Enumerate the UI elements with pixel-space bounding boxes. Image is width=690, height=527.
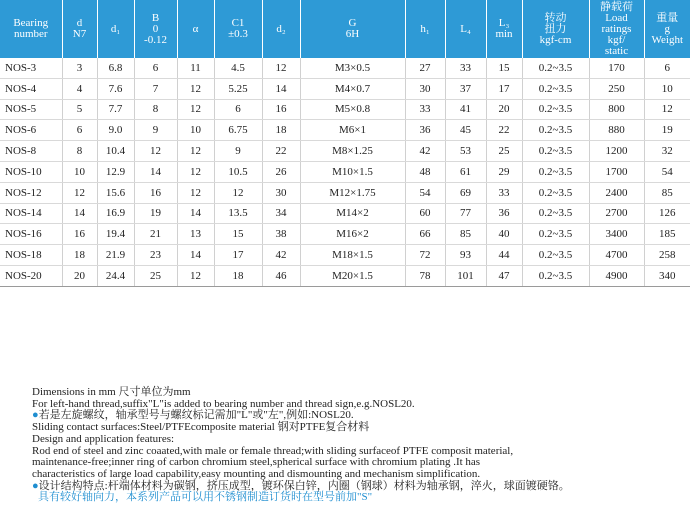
table-cell: 54 bbox=[405, 182, 445, 203]
table-cell: 12 bbox=[177, 265, 214, 286]
table-cell: M10×1.5 bbox=[300, 161, 405, 182]
table-cell: 10 bbox=[644, 78, 690, 99]
table-cell: 4 bbox=[62, 78, 97, 99]
notes-section bbox=[32, 387, 682, 504]
table-cell: 12 bbox=[214, 182, 262, 203]
column-header-line: min bbox=[495, 28, 513, 40]
table-cell: 19 bbox=[644, 120, 690, 141]
table-row bbox=[0, 203, 690, 224]
table-cell: 12 bbox=[644, 99, 690, 120]
design-text-3: characteristics of large load capability,easy mounting and dismounting and mechanism simplification. bbox=[32, 467, 481, 480]
column-header bbox=[522, 0, 589, 58]
table-cell: 16 bbox=[134, 182, 177, 203]
table-cell: 12 bbox=[134, 141, 177, 162]
table-cell: 42 bbox=[262, 245, 300, 266]
column-header bbox=[445, 0, 486, 58]
table-cell: M16×2 bbox=[300, 224, 405, 245]
table-cell: 0.2~3.5 bbox=[522, 245, 589, 266]
table-cell: 7.6 bbox=[97, 78, 134, 99]
table-cell: 32 bbox=[644, 141, 690, 162]
table-cell: 6 bbox=[134, 58, 177, 78]
table-cell: 2700 bbox=[589, 203, 644, 224]
column-header-line: kgf/ bbox=[607, 33, 626, 46]
bearing-number-cell: NOS-4 bbox=[0, 78, 62, 99]
table-row bbox=[0, 161, 690, 182]
table-cell: M8×1.25 bbox=[300, 141, 405, 162]
column-header-line: -0.12 bbox=[144, 33, 167, 46]
table-cell: 6 bbox=[62, 120, 97, 141]
table-cell: 0.2~3.5 bbox=[522, 120, 589, 141]
table-cell: 0.2~3.5 bbox=[522, 224, 589, 245]
bearing-number-cell: NOS-12 bbox=[0, 182, 62, 203]
table-cell: 36 bbox=[486, 203, 522, 224]
table-cell: 12 bbox=[177, 182, 214, 203]
table-cell: 3400 bbox=[589, 224, 644, 245]
column-header-line: 静载荷 bbox=[600, 0, 633, 13]
table-cell: 66 bbox=[405, 224, 445, 245]
table-cell: 78 bbox=[405, 265, 445, 286]
table-cell: 10.4 bbox=[97, 141, 134, 162]
table-cell: 47 bbox=[486, 265, 522, 286]
table-cell: M6×1 bbox=[300, 120, 405, 141]
table-cell: 6 bbox=[214, 99, 262, 120]
table-cell: 8 bbox=[134, 99, 177, 120]
column-header-line: L₄ bbox=[460, 22, 471, 35]
table-cell: 0.2~3.5 bbox=[522, 265, 589, 286]
table-cell: 22 bbox=[486, 120, 522, 141]
table-cell: 26 bbox=[262, 161, 300, 182]
column-header-line: 扭力 bbox=[544, 22, 567, 35]
table-cell: M4×0.7 bbox=[300, 78, 405, 99]
table-cell: 880 bbox=[589, 120, 644, 141]
table-cell: 20 bbox=[486, 99, 522, 120]
table-cell: 29 bbox=[486, 161, 522, 182]
table-cell: 45 bbox=[445, 120, 486, 141]
column-header-line: g bbox=[664, 22, 670, 35]
column-header-line: d₁ bbox=[110, 22, 121, 35]
bullet-icon: ● bbox=[32, 479, 39, 492]
table-cell: 17 bbox=[214, 245, 262, 266]
table-cell: M12×1.75 bbox=[300, 182, 405, 203]
table-cell: 14 bbox=[262, 78, 300, 99]
column-header bbox=[486, 0, 522, 58]
bearing-number-cell: NOS-5 bbox=[0, 99, 62, 120]
bearing-number-cell: NOS-3 bbox=[0, 58, 62, 78]
table-cell: 41 bbox=[445, 99, 486, 120]
table-cell: 12 bbox=[177, 99, 214, 120]
table-cell: 53 bbox=[445, 141, 486, 162]
column-header bbox=[214, 0, 262, 58]
column-header-line: N7 bbox=[72, 28, 87, 40]
table-row bbox=[0, 120, 690, 141]
bearing-number-cell: NOS-20 bbox=[0, 265, 62, 286]
table-cell: 10.5 bbox=[214, 161, 262, 182]
table-cell: 21.9 bbox=[97, 245, 134, 266]
table-cell: 9.0 bbox=[97, 120, 134, 141]
table-cell: 18 bbox=[62, 245, 97, 266]
bearing-number-cell: NOS-18 bbox=[0, 245, 62, 266]
table-cell: 9 bbox=[214, 141, 262, 162]
table-cell: 16.9 bbox=[97, 203, 134, 224]
table-cell: 17 bbox=[486, 78, 522, 99]
table-cell: 42 bbox=[405, 141, 445, 162]
column-header bbox=[134, 0, 177, 58]
table-cell: 15.6 bbox=[97, 182, 134, 203]
table-cell: 12 bbox=[177, 141, 214, 162]
column-header-line: B bbox=[151, 11, 160, 24]
table-cell: 10 bbox=[62, 161, 97, 182]
table-cell: 6.8 bbox=[97, 58, 134, 78]
design-title: Design and application features: bbox=[32, 432, 175, 445]
table-cell: 15 bbox=[214, 224, 262, 245]
table-cell: 0.2~3.5 bbox=[522, 99, 589, 120]
left-hand-cn-text: 若是左旋螺纹，轴承型号与螺纹标记需加"L"或"左",例如:NOSL20. bbox=[38, 409, 354, 422]
table-cell: 20 bbox=[62, 265, 97, 286]
design-text-2: maintenance-free;inner ring of carbon chromium steel,spherical surface with chromium plating .It has bbox=[32, 456, 481, 469]
bearing-number-cell: NOS-8 bbox=[0, 141, 62, 162]
column-header bbox=[177, 0, 214, 58]
table-cell: 22 bbox=[262, 141, 300, 162]
column-header-line: L₃ bbox=[498, 17, 510, 29]
column-header-line: 6H bbox=[345, 28, 360, 40]
table-cell: 4900 bbox=[589, 265, 644, 286]
bearing-number-cell: NOS-6 bbox=[0, 120, 62, 141]
table-cell: 6 bbox=[644, 58, 690, 78]
table-cell: 16 bbox=[262, 99, 300, 120]
table-cell: 1200 bbox=[589, 141, 644, 162]
table-cell: 37 bbox=[445, 78, 486, 99]
bullet-icon: ● bbox=[32, 409, 39, 422]
table-cell: 33 bbox=[445, 58, 486, 78]
table-cell: 4700 bbox=[589, 245, 644, 266]
table-cell: M5×0.8 bbox=[300, 99, 405, 120]
column-header bbox=[97, 0, 134, 58]
table-cell: 23 bbox=[134, 245, 177, 266]
table-body bbox=[0, 58, 690, 286]
table-cell: 6.75 bbox=[214, 120, 262, 141]
table-row bbox=[0, 58, 690, 78]
table-cell: 14 bbox=[177, 203, 214, 224]
table-cell: 101 bbox=[445, 265, 486, 286]
table-row bbox=[0, 245, 690, 266]
table-cell: 48 bbox=[405, 161, 445, 182]
bearing-number-cell: NOS-14 bbox=[0, 203, 62, 224]
table-cell: 340 bbox=[644, 265, 690, 286]
table-cell: 0.2~3.5 bbox=[522, 58, 589, 78]
table-cell: 10 bbox=[177, 120, 214, 141]
table-row bbox=[0, 224, 690, 245]
left-hand-note-en: For left-hand thread,suffix"L"is added to bearing number and thread sign,e.g.NOSL20. bbox=[32, 397, 415, 410]
column-header-line: Load bbox=[605, 11, 628, 24]
table-cell: M3×0.5 bbox=[300, 58, 405, 78]
table-cell: 13 bbox=[177, 224, 214, 245]
table-cell: 18 bbox=[214, 265, 262, 286]
column-header bbox=[62, 0, 97, 58]
table-cell: 85 bbox=[445, 224, 486, 245]
table-cell: M14×2 bbox=[300, 203, 405, 224]
table-cell: 21 bbox=[134, 224, 177, 245]
table-cell: 54 bbox=[644, 161, 690, 182]
table-row bbox=[0, 265, 690, 286]
table-cell: 44 bbox=[486, 245, 522, 266]
column-header-line: 转动 bbox=[544, 11, 567, 24]
table-cell: 61 bbox=[445, 161, 486, 182]
table-cell: 27 bbox=[405, 58, 445, 78]
column-header-line: Weight bbox=[651, 33, 683, 46]
table-cell: 126 bbox=[644, 203, 690, 224]
table-cell: 0.2~3.5 bbox=[522, 161, 589, 182]
table-cell: 36 bbox=[405, 120, 445, 141]
table-cell: 0.2~3.5 bbox=[522, 78, 589, 99]
table-cell: 38 bbox=[262, 224, 300, 245]
table-cell: 12.9 bbox=[97, 161, 134, 182]
column-header-line: α bbox=[192, 22, 199, 35]
table-cell: 7.7 bbox=[97, 99, 134, 120]
table-cell: 93 bbox=[445, 245, 486, 266]
table-header-row bbox=[0, 0, 690, 58]
table-cell: 46 bbox=[262, 265, 300, 286]
table-cell: 185 bbox=[644, 224, 690, 245]
design-text-1: Rod end of steel and zinc coaated,with male or female thread;with sliding surfaceof PTFE composit material, bbox=[32, 444, 514, 457]
bearing-number-cell: NOS-10 bbox=[0, 161, 62, 182]
table-cell: 19.4 bbox=[97, 224, 134, 245]
table-cell: 12 bbox=[177, 78, 214, 99]
column-header-line: Bearing bbox=[13, 17, 49, 29]
table-cell: 85 bbox=[644, 182, 690, 203]
table-cell: 800 bbox=[589, 99, 644, 120]
column-header-line: ±0.3 bbox=[228, 28, 248, 40]
table-cell: 4.5 bbox=[214, 58, 262, 78]
table-cell: 14 bbox=[134, 161, 177, 182]
table-cell: 1700 bbox=[589, 161, 644, 182]
column-header-line: h₁ bbox=[420, 22, 430, 35]
column-header-line: number bbox=[13, 28, 48, 40]
table-cell: M18×1.5 bbox=[300, 245, 405, 266]
column-header-line: d bbox=[76, 17, 83, 29]
table-cell: 30 bbox=[262, 182, 300, 203]
column-header-line: kgf-cm bbox=[539, 33, 572, 46]
table-row bbox=[0, 78, 690, 99]
table-cell: 12 bbox=[62, 182, 97, 203]
column-header bbox=[405, 0, 445, 58]
table-cell: 72 bbox=[405, 245, 445, 266]
bearing-number-cell: NOS-16 bbox=[0, 224, 62, 245]
column-header-line: G bbox=[348, 17, 357, 29]
column-header-line: d₂ bbox=[276, 22, 286, 35]
table-cell: 2400 bbox=[589, 182, 644, 203]
table-cell: 60 bbox=[405, 203, 445, 224]
table-cell: 30 bbox=[405, 78, 445, 99]
table-cell: 13.5 bbox=[214, 203, 262, 224]
column-header bbox=[262, 0, 300, 58]
table-cell: 40 bbox=[486, 224, 522, 245]
column-header bbox=[589, 0, 644, 58]
column-header bbox=[644, 0, 690, 58]
column-header-line: ratings bbox=[601, 22, 632, 35]
design-cn-text: 设计结构特点:杆端体材料为碳钢，挤压成型，镀环保白锌，内圈（钢球）材料为轴承钢，淬火，球面镀硬铬。 bbox=[38, 479, 570, 492]
table-cell: 14 bbox=[62, 203, 97, 224]
table-row bbox=[0, 182, 690, 203]
table-cell: M20×1.5 bbox=[300, 265, 405, 286]
table-cell: 18 bbox=[262, 120, 300, 141]
table-cell: 5 bbox=[62, 99, 97, 120]
column-header-line: C1 bbox=[231, 17, 245, 29]
column-header-line: static bbox=[604, 44, 629, 57]
table-cell: 24.4 bbox=[97, 265, 134, 286]
table-cell: 11 bbox=[177, 58, 214, 78]
table-cell: 0.2~3.5 bbox=[522, 182, 589, 203]
table-cell: 25 bbox=[134, 265, 177, 286]
table-cell: 3 bbox=[62, 58, 97, 78]
table-cell: 250 bbox=[589, 78, 644, 99]
dimensions-note: Dimensions in mm 尺寸单位为mm bbox=[32, 386, 191, 398]
table-cell: 15 bbox=[486, 58, 522, 78]
table-cell: 33 bbox=[405, 99, 445, 120]
table-cell: 19 bbox=[134, 203, 177, 224]
table-cell: 12 bbox=[177, 161, 214, 182]
stainless-note-cn: 具有较好轴向力，本系列产品可以用不锈钢制造订货时在型号前加"S" bbox=[38, 491, 373, 504]
table-cell: 77 bbox=[445, 203, 486, 224]
table-cell: 69 bbox=[445, 182, 486, 203]
table-cell: 5.25 bbox=[214, 78, 262, 99]
table-row bbox=[0, 141, 690, 162]
table-row bbox=[0, 99, 690, 120]
table-cell: 33 bbox=[486, 182, 522, 203]
table-cell: 34 bbox=[262, 203, 300, 224]
table-cell: 16 bbox=[62, 224, 97, 245]
table-cell: 12 bbox=[262, 58, 300, 78]
table-cell: 0.2~3.5 bbox=[522, 203, 589, 224]
sliding-surfaces-note: Sliding contact surfaces:Steel/PTFEcomposite material 钢对PTFE复合材料 bbox=[32, 421, 370, 434]
column-header-line: 0 bbox=[152, 22, 159, 35]
table-cell: 25 bbox=[486, 141, 522, 162]
table-cell: 258 bbox=[644, 245, 690, 266]
table-cell: 14 bbox=[177, 245, 214, 266]
table-cell: 7 bbox=[134, 78, 177, 99]
table-cell: 0.2~3.5 bbox=[522, 141, 589, 162]
table-cell: 9 bbox=[134, 120, 177, 141]
column-header-line: 重量 bbox=[656, 11, 679, 24]
column-header bbox=[300, 0, 405, 58]
table-cell: 8 bbox=[62, 141, 97, 162]
column-header bbox=[0, 0, 62, 58]
table-cell: 170 bbox=[589, 58, 644, 78]
